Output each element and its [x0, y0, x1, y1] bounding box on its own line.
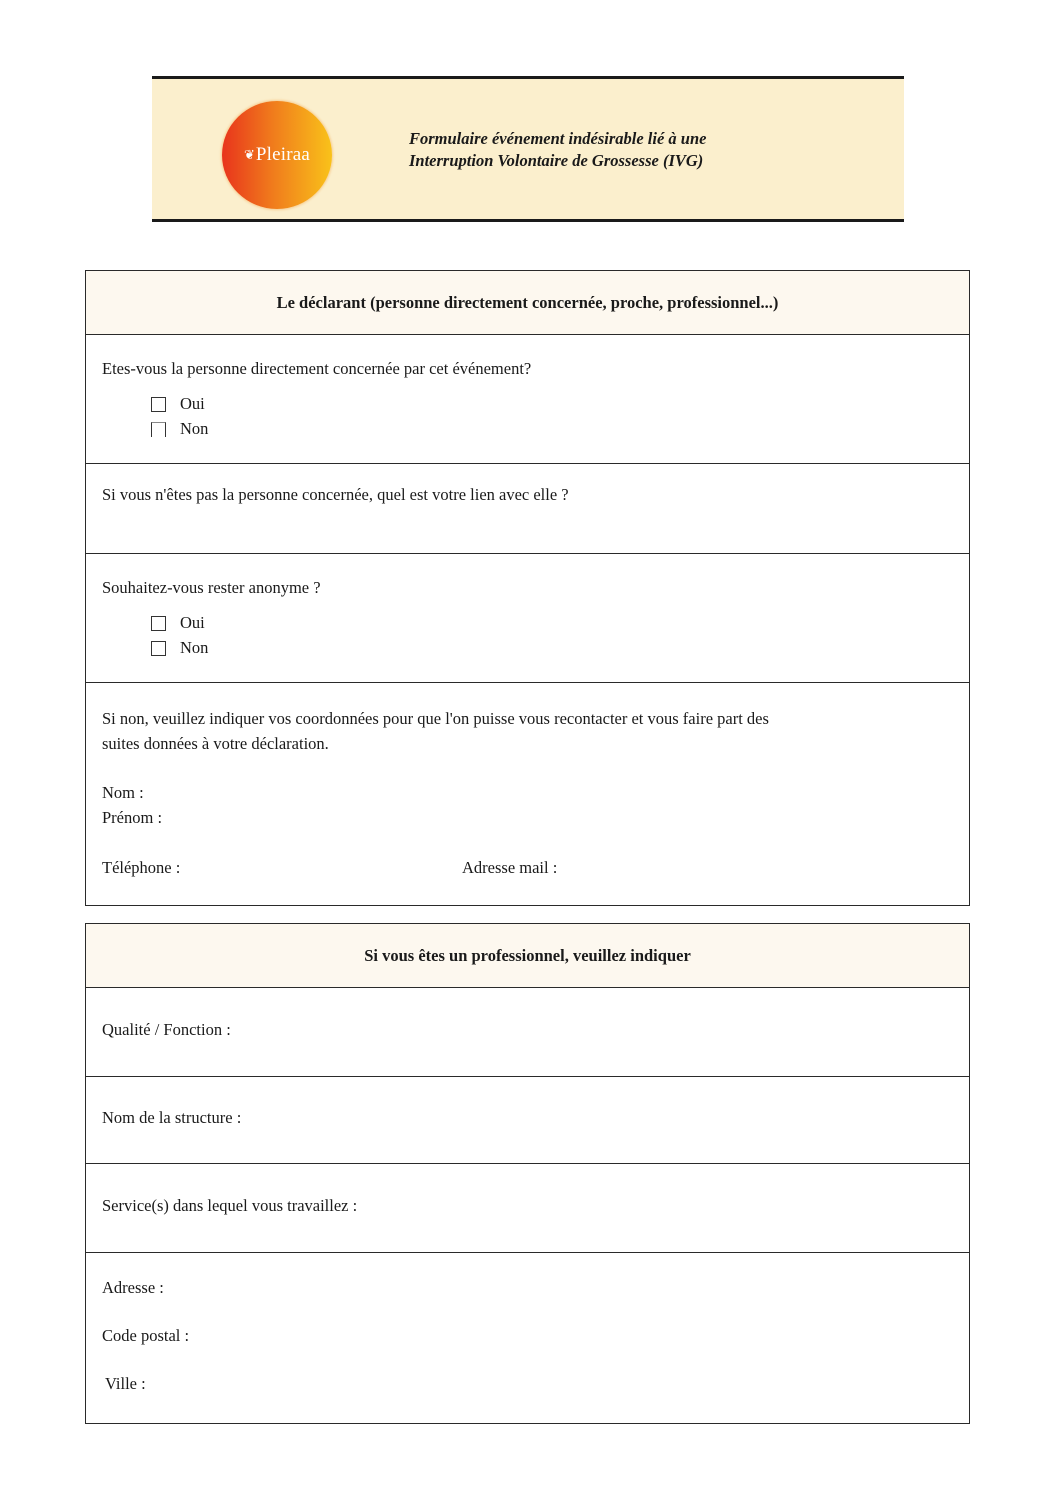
option-label: Oui	[180, 613, 205, 632]
service-row	[86, 1164, 969, 1253]
email-field[interactable]: Adresse mail :	[462, 858, 558, 877]
telephone-field[interactable]: Téléphone :	[102, 858, 181, 877]
address-row	[86, 1253, 969, 1423]
contact-instructions-line-1: Si non, veuillez indiquer vos coordonnées pour que l'on puisse vous recontacter et vous faire part des	[102, 709, 769, 728]
service-field[interactable]: Service(s) dans lequel vous travaillez :	[102, 1196, 358, 1215]
question-concerned	[86, 335, 969, 464]
qualite-row	[86, 988, 969, 1077]
question-anonymous	[86, 554, 969, 683]
adresse-field[interactable]: Adresse :	[102, 1278, 164, 1297]
option-oui[interactable]	[151, 394, 205, 414]
tree-icon: ❦	[243, 147, 255, 162]
option-non[interactable]	[151, 638, 208, 658]
code-postal-field[interactable]: Code postal :	[102, 1326, 190, 1345]
option-non[interactable]	[151, 419, 208, 439]
question-label: Etes-vous la personne directement concernée par cet événement?	[102, 359, 532, 378]
checkbox-non[interactable]	[151, 641, 166, 656]
pleiraa-logo	[222, 101, 332, 209]
logo-text: Pleiraa	[255, 144, 311, 165]
title-line-2: Interruption Volontaire de Grossesse (IVG)	[409, 151, 704, 170]
option-oui[interactable]	[151, 613, 205, 633]
contact-details	[86, 683, 969, 905]
option-label: Non	[180, 638, 209, 657]
document-header	[152, 76, 904, 222]
question-label: Si vous n'êtes pas la personne concernée, quel est votre lien avec elle ?	[102, 485, 569, 504]
checkbox-oui[interactable]	[151, 616, 166, 631]
structure-row	[86, 1077, 969, 1164]
checkbox-non[interactable]	[151, 422, 166, 437]
nom-field[interactable]: Nom :	[102, 783, 144, 802]
structure-field[interactable]: Nom de la structure :	[102, 1108, 242, 1127]
option-label: Oui	[180, 394, 205, 413]
prenom-field[interactable]: Prénom :	[102, 808, 163, 827]
declarant-section	[85, 270, 970, 906]
ville-field[interactable]: Ville :	[105, 1374, 146, 1393]
checkbox-oui[interactable]	[151, 397, 166, 412]
section-title: Le déclarant (personne directement concernée, proche, professionnel...)	[86, 271, 969, 335]
contact-instructions-line-2: suites données à votre déclaration.	[102, 734, 329, 753]
question-relationship	[86, 464, 969, 554]
section-title: Si vous êtes un professionnel, veuillez indiquer	[86, 924, 969, 988]
document-title	[409, 128, 706, 172]
option-label: Non	[180, 419, 209, 438]
question-label: Souhaitez-vous rester anonyme ?	[102, 578, 321, 597]
professional-section	[85, 923, 970, 1424]
title-line-1: Formulaire événement indésirable lié à une	[409, 129, 707, 148]
qualite-field[interactable]: Qualité / Fonction :	[102, 1020, 231, 1039]
